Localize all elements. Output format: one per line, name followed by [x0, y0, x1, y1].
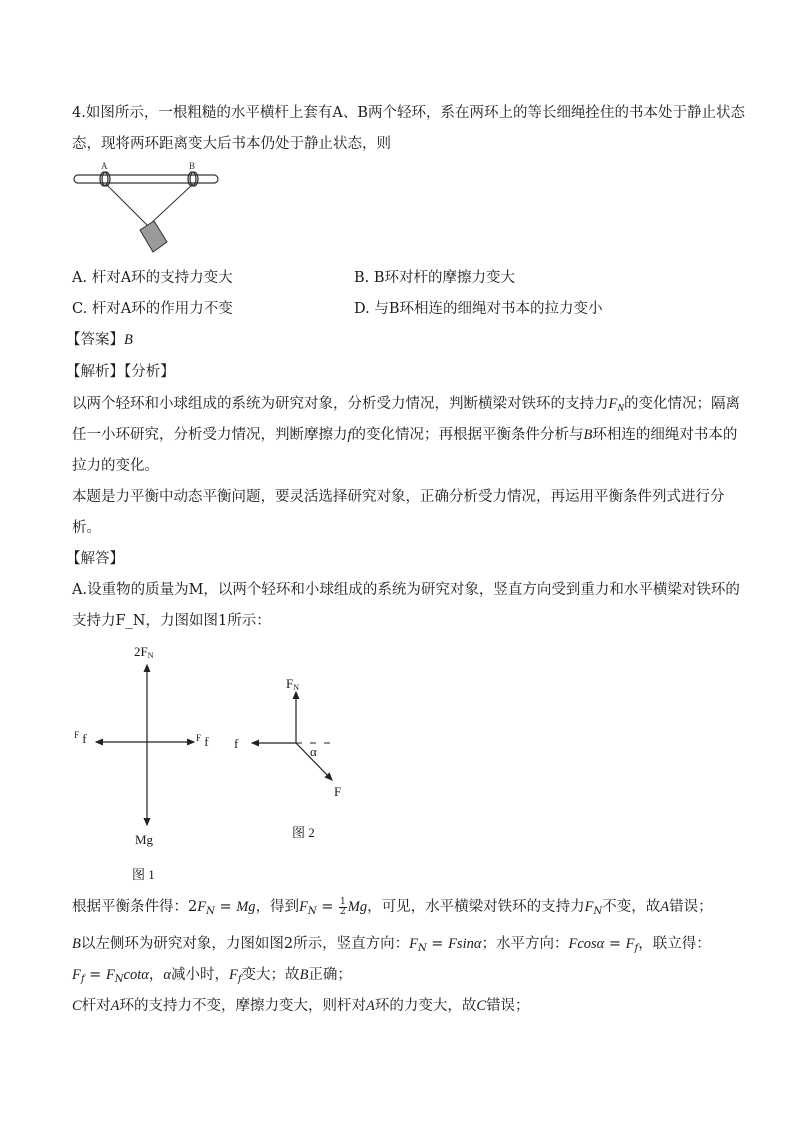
option-a: A. 杆对A环的支持力变大	[72, 270, 233, 286]
math-fn: $F_N$	[608, 396, 625, 414]
analysis-text: 的变化情况；隔离	[624, 396, 741, 412]
option-b: B. B环对杆的摩擦力变大	[354, 270, 516, 286]
fig2-caption: 图 2	[292, 825, 315, 840]
ring-b-label: B	[189, 161, 196, 171]
fig2-label-left: f	[234, 736, 239, 751]
fig1-label-right: $^F$ f	[196, 733, 209, 749]
question-number: 4.	[72, 105, 86, 121]
question-stem-line-2: 态，现将两环距离变大后书本仍处于静止状态，则	[72, 136, 391, 152]
analysis-text: 环相连的细绳对书本的	[592, 427, 738, 443]
analysis-p2-line-1: 本题是力平衡中动态平衡问题，要灵活选择研究对象，正确分析受力情况，再运用平衡条件列式进行分	[72, 489, 725, 505]
analysis-text: 任一小环研究，分析受力情况，判断摩擦力	[72, 427, 348, 443]
analysis-text: 以两个轻环和小球组成的系统为研究对象，分析受力情况，判断横梁对铁环的支持力	[72, 396, 609, 412]
solution-s3-line-1: B以左侧环为研究对象，力图如图2所示，竖直方向：$F_N = Fsin\alpha$；水平方向：$Fcos\alpha = F_f$，联立得：	[72, 936, 711, 954]
solution-header: 【解答】	[66, 551, 124, 567]
analysis-p2-line-2: 析。	[72, 520, 101, 536]
analysis-p1-line-1	[72, 394, 740, 419]
solution-s1-line-2: 支持力F_N，力图如图1所示：	[72, 613, 271, 629]
fig2-label-top: FN	[286, 676, 300, 692]
question-stem-text: 如图所示，一根粗糙的水平横杆上套有A、B两个轻环，系在两环上的等长细绳拴住的书本处于静止状态	[85, 105, 745, 121]
solution-s4: C杆对A环的支持力不变，摩擦力变大，则杆对A环的力变大，故C错误；	[72, 998, 530, 1014]
solution-s1-line-1: A.设重物的质量为M，以两个轻环和小球组成的系统为研究对象，竖直方向受到重力和水平横梁对铁环的	[72, 582, 740, 598]
analysis-p1-line-2	[72, 425, 737, 445]
string-b	[148, 184, 193, 226]
question-stem-line-1	[72, 103, 745, 123]
option-c: C. 杆对A环的作用力不变	[72, 301, 233, 317]
fig1-label-top: 2FN	[134, 644, 154, 660]
fig1-caption: 图 1	[132, 867, 155, 882]
analysis-header: 【解析】【分析】	[66, 364, 175, 380]
analysis-p1-line-3: 拉力的变化。	[72, 458, 159, 474]
math-b: B	[583, 427, 593, 443]
answer-value: B	[124, 332, 133, 348]
fraction-half: $\frac{1}{2}$	[340, 896, 346, 917]
string-a	[106, 184, 148, 226]
ring-a-label: A	[101, 161, 108, 171]
solution-s3-line-2: $F_f = F_N\cot\alpha$，α减小时，$F_f$变大；故B正确；	[72, 967, 352, 985]
fig2-label-force: F	[334, 784, 342, 799]
book	[140, 221, 167, 252]
option-d: D. 与B环相连的细绳对书本的拉力变小	[354, 301, 603, 317]
math-f: f	[347, 427, 352, 443]
fig1-label-bottom: Mg	[135, 832, 154, 847]
analysis-text: 的变化情况；再根据平衡条件分析与	[351, 427, 584, 443]
fig1-label-left: $^F$ f	[74, 730, 87, 746]
solution-s2: 根据平衡条件得：$2F_N = Mg$，得到$F_N$ = $\frac{1}{2}$ Mg，可见，水平横梁对铁环的支持力$F_N$不变，故A错误；	[72, 896, 713, 917]
rod-book-figure	[70, 158, 225, 263]
answer-line	[66, 330, 133, 350]
fig2-angle-label: α	[310, 744, 317, 759]
answer-label: 【答案】	[66, 332, 124, 348]
